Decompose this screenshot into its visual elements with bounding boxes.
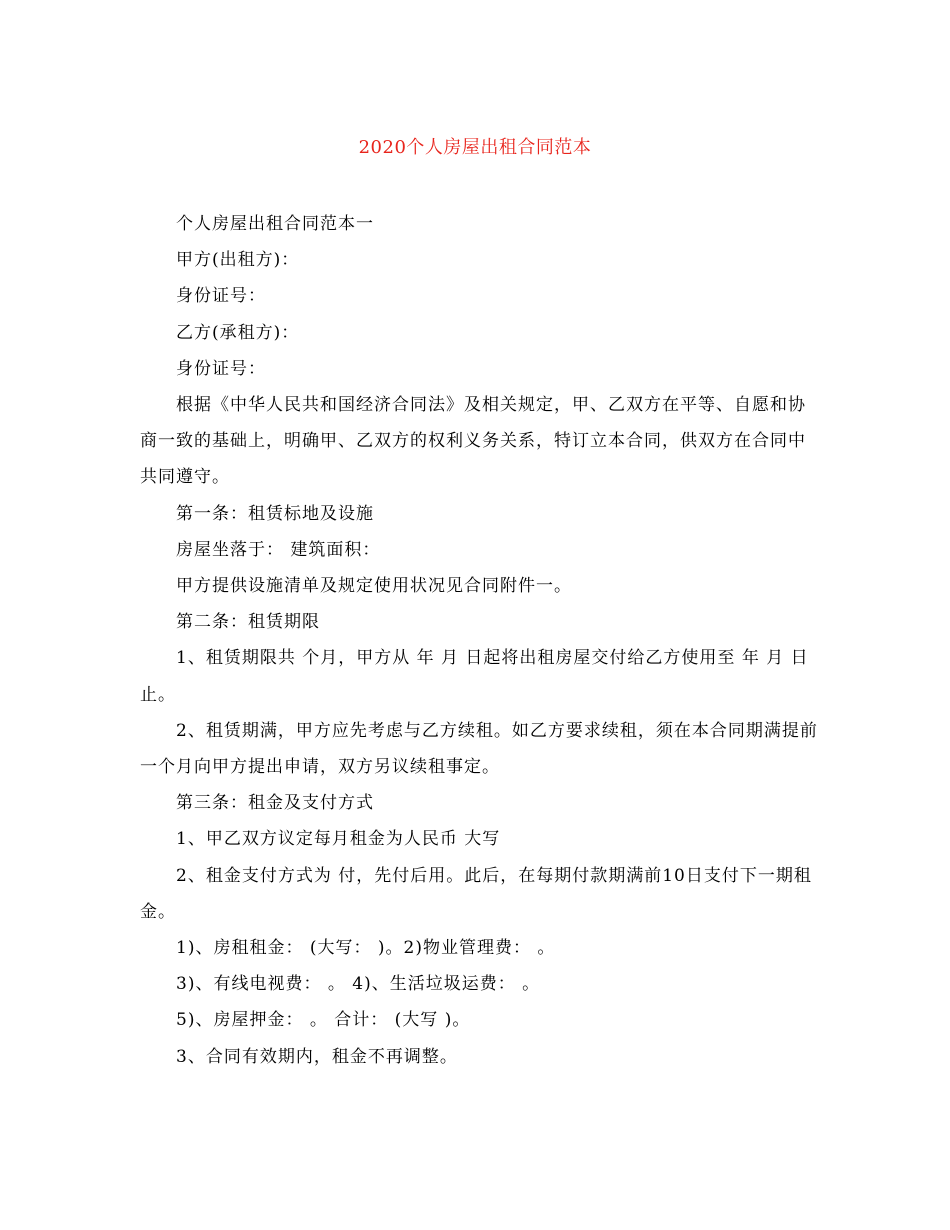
party-a-label: 甲方(出租方)： bbox=[176, 250, 300, 271]
party-b-label: 乙方(承租方)： bbox=[176, 322, 300, 343]
preamble-paragraph: 根据《中华人民共和国经济合同法》及相关规定，甲、乙双方在平等、自愿和协商一致的基础上，明确甲、乙双方的权利义务关系，特订立本合同，供双方在合同中共同遵守。 bbox=[140, 395, 806, 488]
paragraph-heading: 个人房屋出租合同范本一 bbox=[176, 214, 374, 234]
article-2-heading: 第二条：租赁期限 bbox=[176, 612, 320, 633]
property-location: 房屋坐落于： 建筑面积： bbox=[176, 539, 381, 560]
facilities-note: 甲方提供设施清单及规定使用状况见合同附件一。 bbox=[176, 576, 572, 597]
fee-item-deposit-total: 5)、房屋押金： 。 合计： (大写 )。 bbox=[176, 1010, 471, 1031]
lease-term-clause: 1、租赁期限共 个月，甲方从 年 月 日起将出租房屋交付给乙方使用至 年 月 日止。 bbox=[140, 648, 809, 705]
rent-amount-clause: 1、甲乙双方议定每月租金为人民币 大写 bbox=[176, 829, 501, 850]
rent-adjustment-clause: 3、合同有效期内，租金不再调整。 bbox=[176, 1046, 458, 1067]
party-b-id-label: 身份证号： bbox=[176, 358, 266, 379]
article-3-heading: 第三条：租金及支付方式 bbox=[176, 793, 374, 814]
party-a-id-label: 身份证号： bbox=[176, 286, 266, 307]
article-1-heading: 第一条：租赁标地及设施 bbox=[176, 503, 374, 524]
document-title: 2020个人房屋出租合同范本 bbox=[358, 137, 592, 158]
payment-method-clause: 2、租金支付方式为 付，先付后用。此后，在每期付款期满前10日支付下一期租金。 bbox=[140, 865, 812, 922]
renewal-clause: 2、租赁期满，甲方应先考虑与乙方续租。如乙方要求续租，须在本合同期满提前一个月向甲方提出申请，双方另议续租事定。 bbox=[140, 720, 818, 778]
fee-item-tv-garbage: 3)、有线电视费： 。 4)、生活垃圾运费： 。 bbox=[176, 974, 541, 995]
fee-item-rent-management: 1)、房租租金： (大写： )。2)物业管理费： 。 bbox=[176, 938, 556, 959]
document-body bbox=[140, 206, 820, 1075]
